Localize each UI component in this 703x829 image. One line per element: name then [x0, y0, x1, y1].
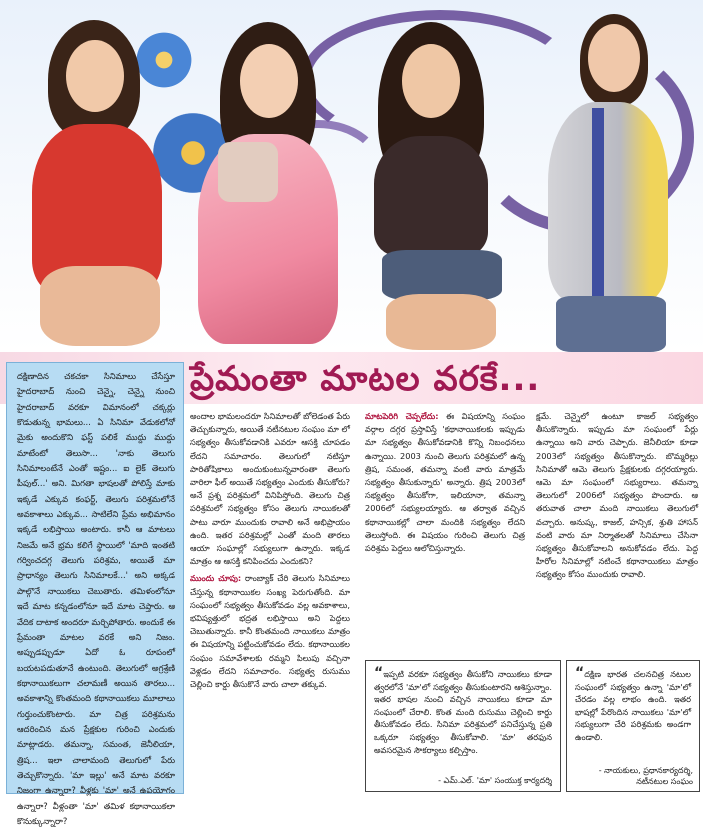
article-column-3	[536, 410, 698, 652]
column-1-intro: అందాల భామలందరూ సినిమాలతో బోలెడంత పేరు తెచ్చుకున్నారు, అయితే నటీనటుల సంఘం మా లో సభ్యత్వం తీసుకోవడానికి ఎవరూ ఆసక్తి చూపడం లేదని సమాచారం. తెలుగులో నటిస్తూ పారితోషికాలు అందుకుంటున్నవారంతా తెలుగు వారిలా ఫీల్ అయితే సభ్యత్వం ఎందుకు తీసుకోరు? అనే ప్రశ్న పరిశ్రమలో వినిపిస్తోంది. తెలుగు చిత్ర పరిశ్రమలో సభ్యత్వం కోసం తెలుగు నాయికలతో పాటు వారూ ముందుకు రావాలి అనే అభిప్రాయం ఉంది. ఇతర పరిశ్రమల్లో ఎంతో మంది తారలు ఆయా సంఘాల్లో సభ్యులుగా ఉన్నారు. ఇక్కడ మాత్రం ఆ ఆసక్తి కనిపించదు ఎందుకని?	[190, 411, 350, 567]
article-column-1	[190, 410, 350, 795]
actress-photo-denim-shorts	[346, 14, 516, 352]
column-1-body: రాంబ్యాక్ చేరి తెలుగు సినిమాలు చేస్తున్న కథానాయికల సంఖ్య పెరుగుతోంది. మా సంఘంలో సభ్యత్వం తీసుకోవడం వల్ల అవకాశాలు, భవిష్యత్తులో భద్రత లభిస్తాయి అని పెద్దలు చెబుతున్నారు. కానీ కొంతమంది నాయికలు మాత్రం ఈ విషయాన్ని పట్టించుకోవడం లేదు. కథానాయికల సంఘం సమావేశాలకు రమ్మని పిలుపు వచ్చినా వెళ్లడం లేదని సమాచారం. సభ్యత్వ రుసుము చెల్లించి కార్డు తీసుకొనే వారు చాలా తక్కువ.	[190, 573, 350, 690]
actress-photo-red-dress	[10, 14, 180, 352]
photo-band	[0, 0, 703, 352]
article-column-2	[365, 410, 525, 652]
column-3-body: క్షమే. చెన్నైలో ఉంటూ కాజల్ సభ్యత్వం తీసుకొన్నారు. ఇప్పుడు మా సంఘంలో పేర్లు ఉన్నాయి అని వారు చెప్పారు. జెనీలియా కూడా 2003లో సభ్యత్వం తీసుకొన్నారు. బొమ్మరిల్లు సినిమాతో ఆమె తెలుగు ప్రేక్షకులకు దగ్గరయ్యారు. ఆమె మా సంఘంలో సభ్యురాలు. తమన్నా తెలుగులో 2006లో సభ్యత్వం పొందారు. ఆ తరువాత చాలా మంది నాయికలు తెలుగులో వచ్చారు. అనుష్క, కాజల్, హన్సిక, శ్రుతి హాసన్ వంటి వారు మా నిర్మాతలతో సినిమాలు చేసినా సభ్యత్వం తీసుకోవాలని అనుకోవడం లేదు. పెద్ద హీరోల సినిమాల్లో నటించే కథానాయికలు మాత్రం సభ్యత్వం కోసం ముందుకు రావాలి.	[536, 411, 698, 580]
column-2-subheading: మాటపెరిగి చెప్పలేదు:	[365, 411, 439, 421]
headline: ప్రేమంతా మాటల వరకే...	[190, 359, 541, 399]
quote-box-1	[365, 660, 561, 792]
sidebar-text: దక్షిణాదిన చకచకా సినిమాలు చేసేస్తూ హైదరాబాద్ నుంచి చెన్నై, చెన్నై నుంచి హైదరాబాద్ వరకూ విమానంలో చక్కర్లు కొడుతున్న భామలు... ఏ సినిమా వేడుకలోనో మైకు అందుకొని ఫస్ట్ పలికే ముద్దు ముద్దు మాటేంటో తెలుసా... 'నాకు తెలుగు సినిమాలంటేనే ఎంతో ఇష్టం... ఐ లైక్ తెలుగు పీపుల్...' అని. మిగతా భాషలతో పోలిస్తే మాకు ఇక్కడే ఎక్కువ కంఫర్ట్, తెలుగు పరిశ్రమలోనే అవకాశాలు ఎక్కువ... సాటిలేని ప్రేమ అభిమానం ఇక్కడే లభిస్తాయి అంటారు. కానీ ఆ మాటలు నిజమే అనే భ్రమ కలిగే స్థాయిలో 'మాది ఇంతటి గర్వించదగ్గ తెలుగు పరిశ్రమ, అయితే మా ప్రాధాన్యం తెలుగు సినిమాలకే...' అని అక్కడ పాల్గొనే నాయికలు చెబుతారు. తమిళంలోనూ ఇదే మాట కన్నడంలోనూ ఇదే మాట చెప్తారు. ఆ వేదిక దాటాక అందరూ మర్చిపోతారు. అందుకే ఈ ప్రేమంతా మాటల వరకే అని నిజం. అప్పుడప్పుడూ ఏదో ఓ రూపంలో బయటపడుతూనే ఉంటుంది. తెలుగులో అగ్రశ్రేణి కథానాయికలుగా చలామణీ అయిన తారలు... అవకాశాన్ని కొంతమంది కథానాయికలు మూలాలు గుర్తుంచుకొంటారు. మా చిత్ర పరిశ్రమను ఆదరించిన మన ప్రేక్షకుల గురించి ఎందుకు మాట్లాడరు. తమన్నా, సమంత, జెనీలియా, త్రిష... ఇలా చాలామంది తెలుగులో పేరు తెచ్చుకొన్నారు. 'మా ఇల్లు' అనే మాట వరకూ నిజంగా ఉన్నారా? వీళ్లకు 'మా' అనే ఉపయోగం ఉన్నారా? వీళ్లంతా 'మా' తమిళ కథానాయికలా కొనుక్కున్నారా?	[17, 371, 175, 826]
quote-2-body: దక్షిణ భారత చలనచిత్ర నటుల సంఘంలో సభ్యత్వం ఉన్నా 'మా'లో చేరడం వల్ల లాభం ఉంది. ఇతర భాషల్లో పేరొందిన నాయికలు 'మా'లో సభ్యులుగా చేరి పరిశ్రమకు అండగా ఉండాలి.	[575, 669, 691, 742]
quote-box-1-text	[374, 667, 552, 767]
column-2-body: ఈ విషయాన్ని సంఘం వర్గాల దగ్గర ప్రస్తావిస్తే 'కథానాయికలకు ఇప్పుడు మా సభ్యత్వం తీసుకోవడానికి కొన్ని నిబంధనలు ఉన్నాయి. 2003 నుంచి తెలుగు పరిశ్రమలో ఉన్న త్రిష, సమంత, తమన్నా వంటి వారు మాత్రమే సభ్యత్వం తీసుకున్నారు' అన్నారు. త్రిష 2003లో సభ్యత్వం తీసుకోగా, ఇలియానా, తమన్నా 2006లో సభ్యులయ్యారు. ఆ తర్వాత వచ్చిన కథానాయికల్లో చాలా మందికి సభ్యత్వం లేదని తెలుస్తోంది. ఈ విషయం గురించి తెలుగు చిత్ర పరిశ్రమ పెద్దలు ఆలోచిస్తున్నారు.	[365, 411, 525, 554]
quote-box-2	[566, 660, 700, 792]
quote-mark-icon: “	[575, 665, 585, 681]
quote-mark-icon: “	[374, 665, 384, 681]
quote-1-body: ఇప్పటి వరకూ సభ్యత్వం తీసుకోని నాయికలు కూడా త్వరలోనే 'మా'లో సభ్యత్వం తీసుకుంటారని ఆశిస్తున్నాం. ఇతర భాషల నుంచి వచ్చిన నాయికలు కూడా మా సంఘంలో చేరాలి. కొంత మంది రుసుము చెల్లించి కార్డు తీసుకోవడం లేదు. సినిమా పరిశ్రమలో పనిచేస్తున్న ప్రతి ఒక్కరూ సభ్యత్వం తీసుకోవాలి. 'మా' తరఫున అవసరమైన సౌకర్యాలు కల్పిస్తాం.	[374, 669, 552, 755]
quote-box-2-text	[575, 667, 691, 759]
column-1-subheading: ముందు చూపు:	[190, 573, 242, 584]
quote-box-2-signature: - నాయకులు, ప్రధానకార్యదర్శి, నటీనటుల సంఘం	[598, 766, 693, 786]
actress-photo-grey-top	[520, 12, 690, 352]
sidebar-box	[6, 362, 184, 826]
actress-photo-pink-saree	[178, 22, 348, 352]
quote-box-1-signature: - ఎమ్.ఎల్. 'మా' సంయుక్త కార్యదర్శి	[438, 776, 552, 785]
